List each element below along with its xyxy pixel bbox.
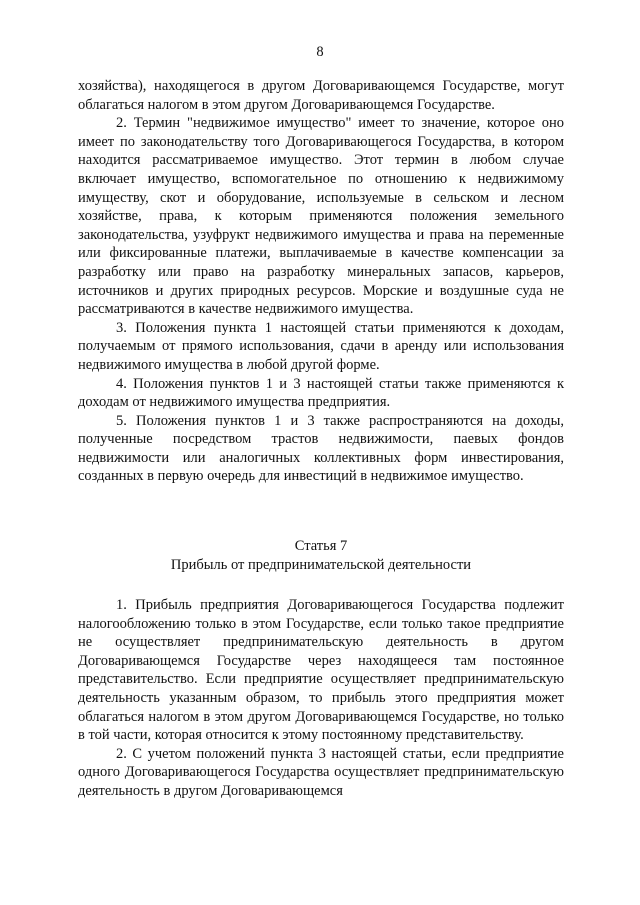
paragraph-continuation: хозяйства), находящегося в другом Договаривающемся Государстве, могут облагаться налогом в этом другом Договаривающемся Государстве. [78, 78, 564, 113]
paragraph-item-4: 4. Положения пунктов 1 и 3 настоящей статьи также применяются к доходам от недвижимого имущества предприятия. [78, 375, 564, 411]
paragraph-item-2: 2. Термин "недвижимое имущество" имеет то значение, которое оно имеет по законодательству того Договаривающегося Государства, в котором находится рассматриваемое имущество. Этот термин в любом случае включает имущество, вспомогательное по отношению к недвижимому имуществу, скот и оборудование, используемые в сельском и лесном хозяйстве, права, к которым применяются положения земельного законодательства, узуфрукт недвижимого имущества и права на переменные или фиксированные платежи, выплачиваемые в качестве компенсации за разработку или право на разработку минеральных запасов, карьеров, источников и других природных ресурсов. Морские и воздушные суда не рассматриваются в качестве недвижимого имущества. [78, 115, 564, 318]
paragraph-item-2: 2. С учетом положений пункта 3 настоящей статьи, если предприятие одного Договаривающегося Государства осуществляет предпринимательскую деятельность в другом Договаривающемся [78, 745, 564, 799]
article-7-body [78, 596, 564, 801]
article-title-heading: Прибыль от предпринимательской деятельности [170, 557, 472, 573]
paragraph-item-5: 5. Положения пунктов 1 и 3 также распространяются на доходы, полученные посредством трастов недвижимости, паевых фондов недвижимости или аналогичных коллективных форм инвестирования, созданных в первую очередь для инвестиций в недвижимое имущество. [78, 412, 564, 485]
article-6-continuation [78, 77, 564, 486]
page-number: 8 [316, 44, 324, 60]
article-number-heading: Статья 7 [294, 538, 348, 554]
paragraph-item-3: 3. Положения пункта 1 настоящей статьи применяются к доходам, получаемым от прямого использования, сдачи в аренду или использования недвижимого имущества в любой другой форме. [78, 319, 564, 373]
paragraph-item-1: 1. Прибыль предприятия Договаривающегося Государства подлежит налогообложению только в этом Государстве, если только такое предприятие не осуществляет предпринимательскую деятельность в другом Договаривающемся Государстве через находящееся там постоянное представительство. Если предприятие осуществляет предпринимательскую деятельность указанным образом, то прибыль этого предприятия может облагаться налогом в этом другом Договаривающемся Государстве, но только в той части, которая относится к этому постоянному представительству. [78, 597, 564, 744]
